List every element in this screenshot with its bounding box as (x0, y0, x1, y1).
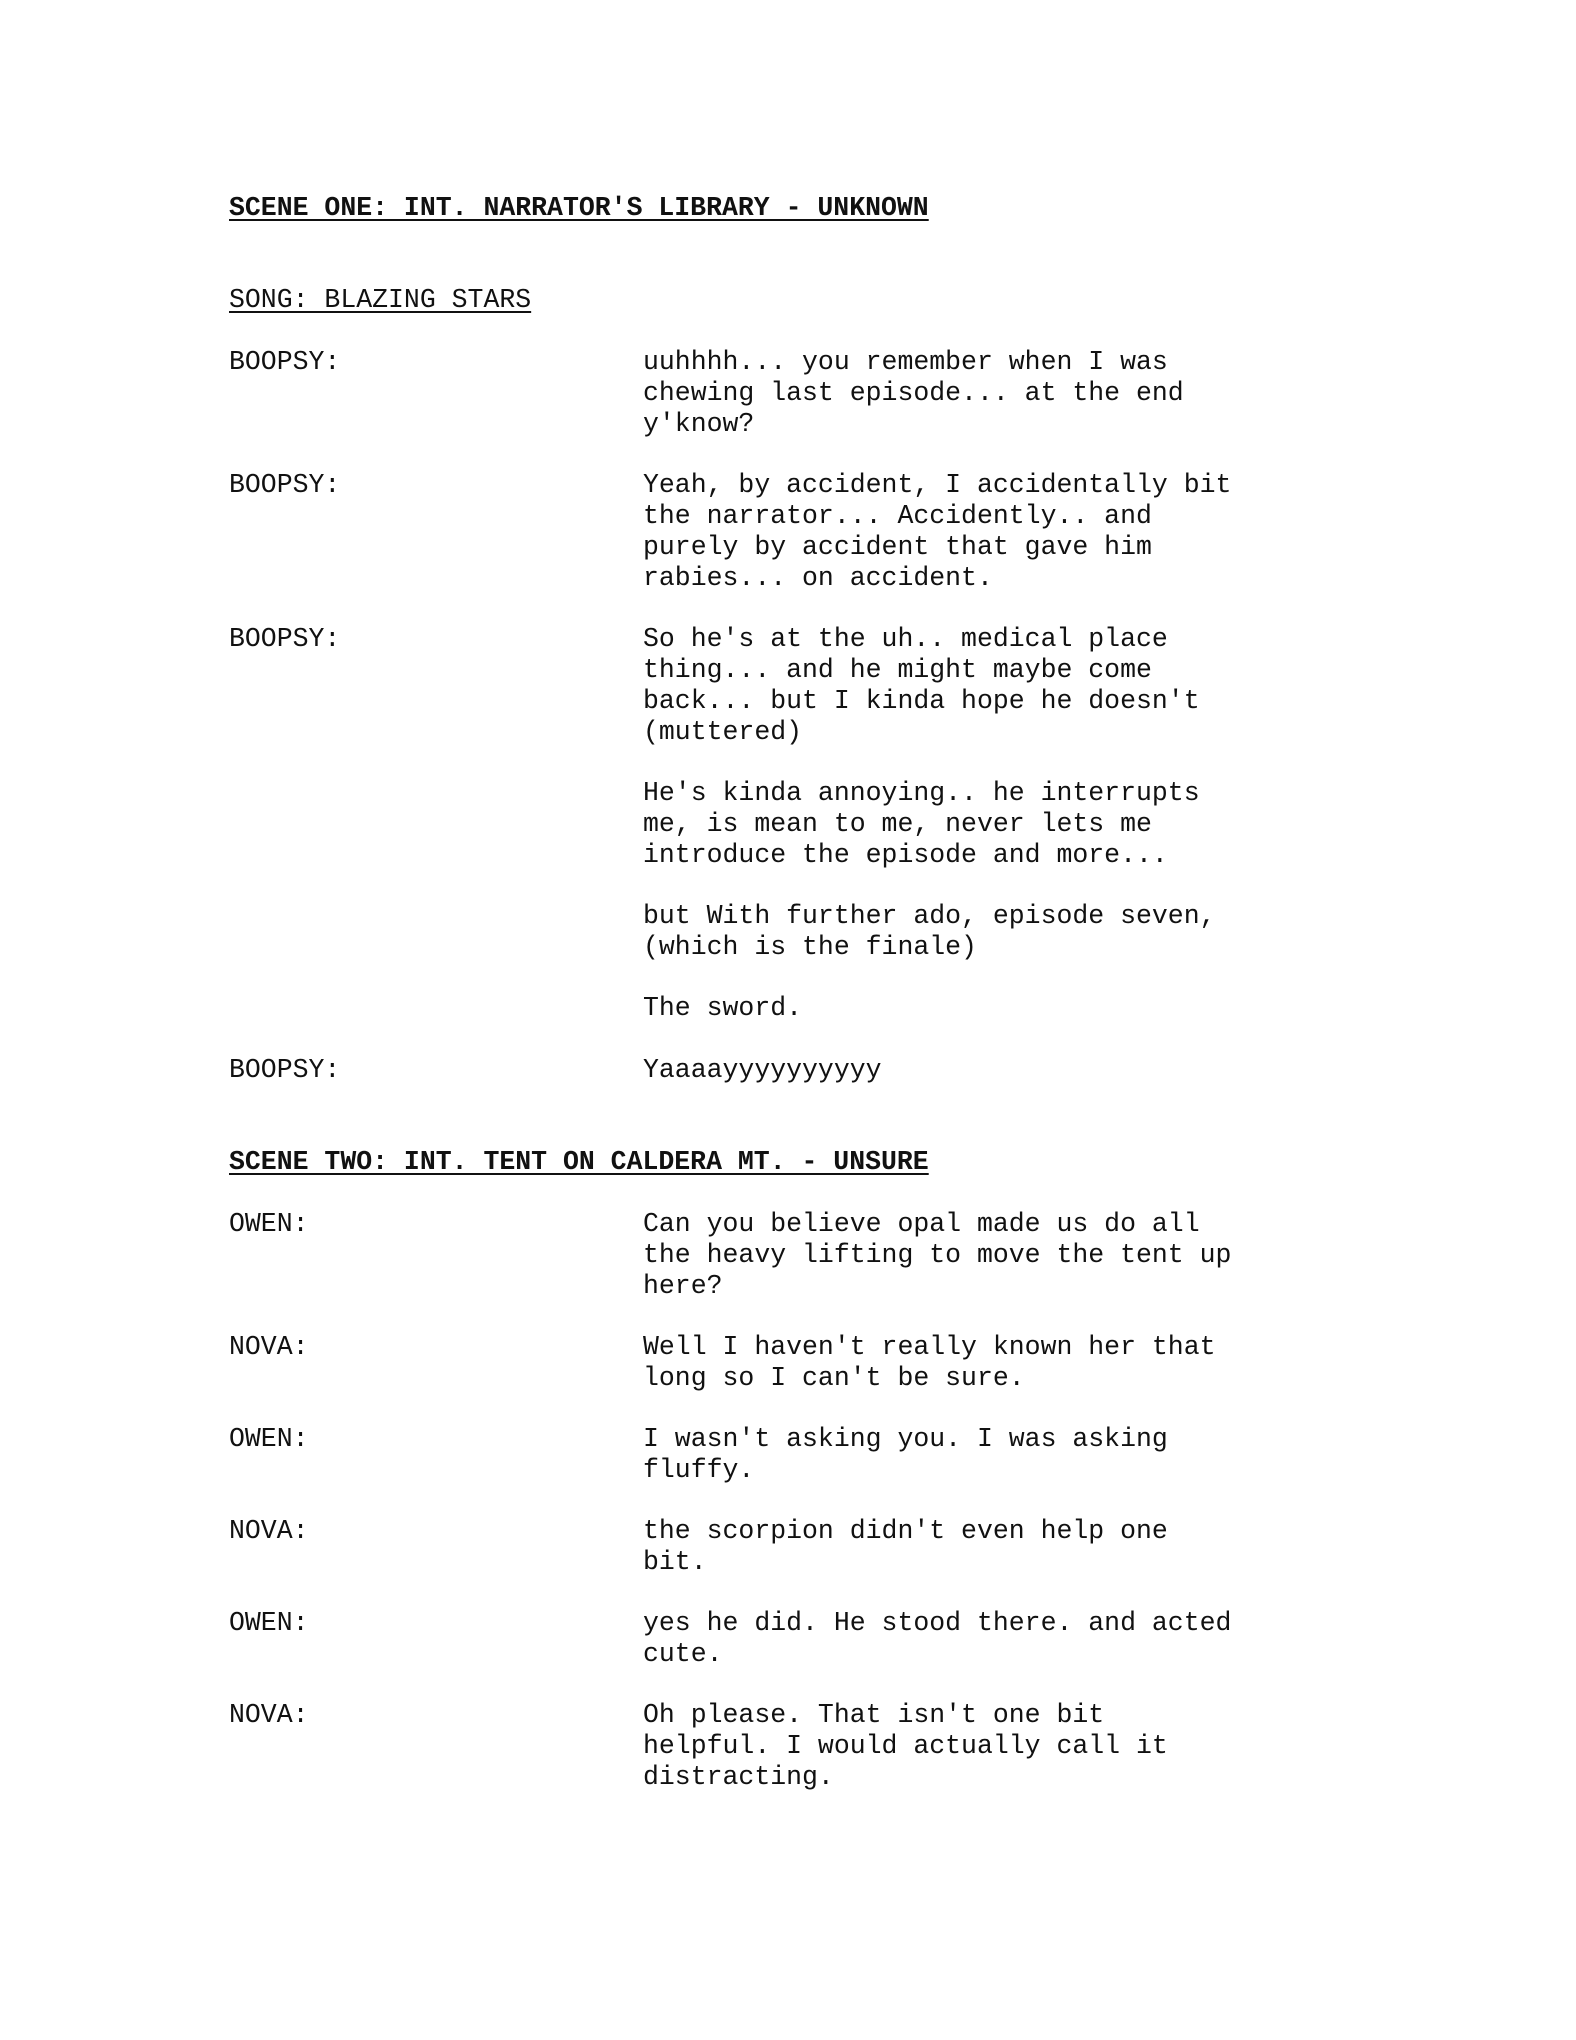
dialogue-speaker: NOVA: (229, 1516, 309, 1546)
dialogue-line: uuhhhh... you remember when I was chewing last episode... at the end y'know? (643, 347, 1184, 439)
dialogue-speaker: BOOPSY: (229, 624, 341, 654)
dialogue-speaker: NOVA: (229, 1332, 309, 1362)
song-cue: SONG: BLAZING STARS (229, 285, 532, 315)
dialogue-line: He's kinda annoying.. he interrupts me, is mean to me, never lets me introduce the episode and more... (643, 778, 1200, 870)
dialogue-line: The sword. (643, 993, 803, 1023)
scene-two-heading: SCENE TWO: INT. TENT ON CALDERA MT. - UNSURE (229, 1147, 929, 1177)
dialogue-speaker: BOOPSY: (229, 1055, 341, 1085)
dialogue-line: Oh please. That isn't one bit helpful. I would actually call it distracting. (643, 1700, 1168, 1792)
dialogue-line: the scorpion didn't even help one bit. (643, 1516, 1168, 1577)
dialogue-line: I wasn't asking you. I was asking fluffy. (643, 1424, 1168, 1485)
dialogue-line: but With further ado, episode seven, (which is the finale) (643, 901, 1216, 962)
dialogue-speaker: OWEN: (229, 1209, 309, 1239)
dialogue-line: Yeah, by accident, I accidentally bit the narrator... Accidently.. and purely by accident that gave him rabies... on accident. (643, 470, 1232, 593)
dialogue-line: Well I haven't really known her that long so I can't be sure. (643, 1332, 1216, 1393)
dialogue-speaker: BOOPSY: (229, 470, 341, 500)
dialogue-line: Yaaaayyyyyyyyyy (643, 1055, 882, 1085)
dialogue-speaker: OWEN: (229, 1424, 309, 1454)
dialogue-line: Can you believe opal made us do all the heavy lifting to move the tent up here? (643, 1209, 1232, 1301)
dialogue-speaker: NOVA: (229, 1700, 309, 1730)
dialogue-speaker: OWEN: (229, 1608, 309, 1638)
scene-one-heading: SCENE ONE: INT. NARRATOR'S LIBRARY - UNKNOWN (229, 193, 929, 223)
dialogue-line: So he's at the uh.. medical place thing... and he might maybe come back... but I kinda hope he doesn't (muttered) (643, 624, 1200, 747)
dialogue-speaker: BOOPSY: (229, 347, 341, 377)
dialogue-line: yes he did. He stood there. and acted cute. (643, 1608, 1232, 1669)
